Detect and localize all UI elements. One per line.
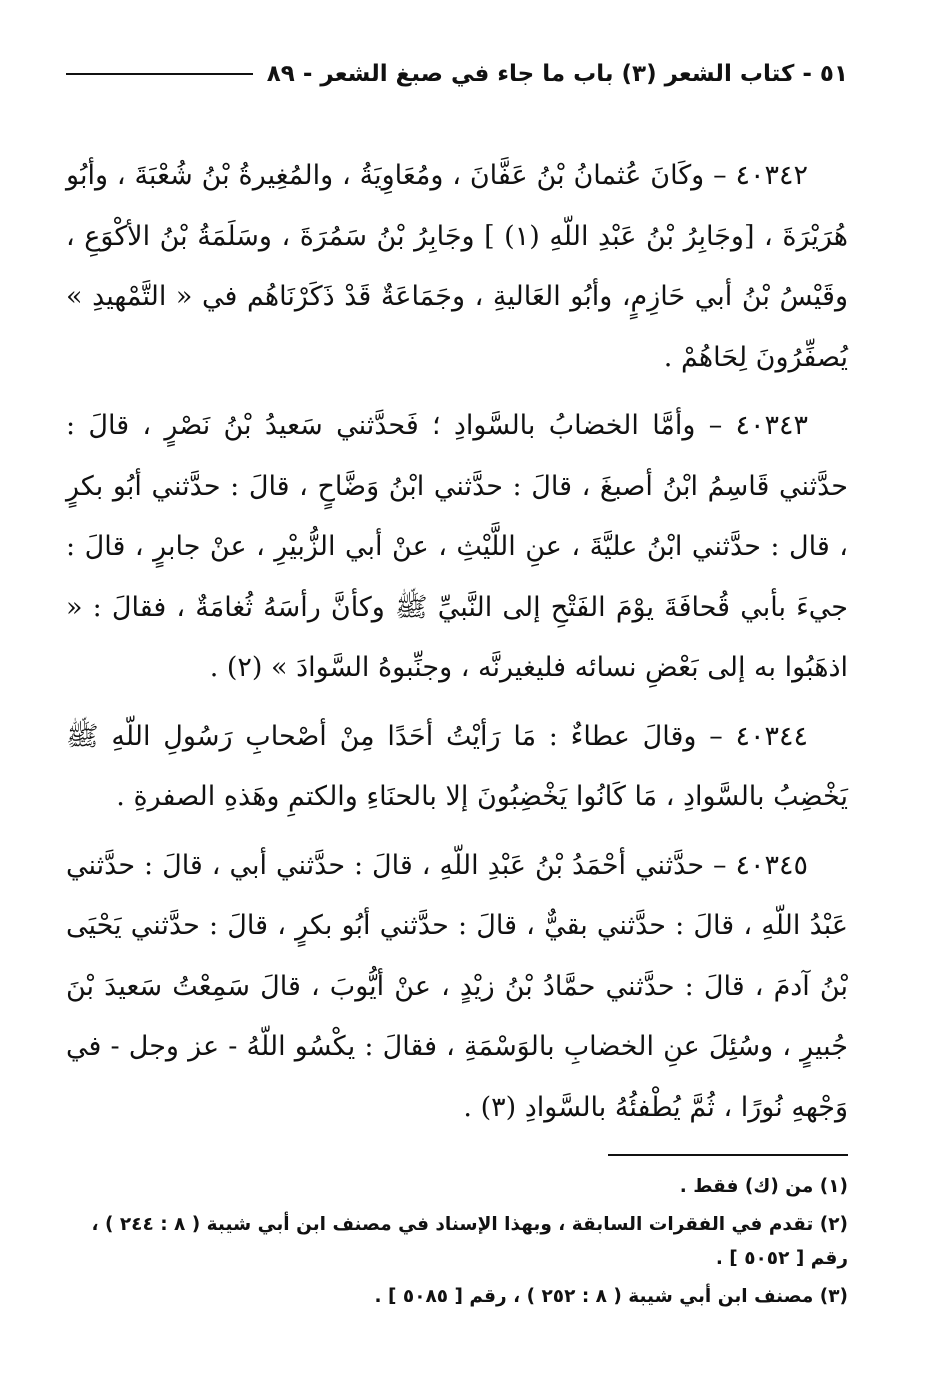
paragraph-40344: [66, 707, 848, 828]
paragraph-text: – وأمَّا الخضابُ بالسَّوادِ ؛ فَحدَّثني سَعيدُ بْنُ نَصْرٍ ، قالَ : حدَّثني قَاسِمُ ابْنُ أصبغَ ، قالَ : حدَّثني ابْنُ وَضَّاحٍ ، قالَ : حدَّثني أبُو بكرٍ ، قال : حدَّثني ابْنُ عليَّةَ ، عنِ اللَّيْثِ ، عنْ أبي الزُّبيْرِ ، عنْ جابرٍ ، قالَ : جيءَ بأبي قُحافَةَ يوْمَ الفَتْحِ إلى النَّبيِّ ﷺ وكأنَّ رأسَهُ ثُغامَةٌ ، فقالَ : « اذهَبُوا به إلى بَعْضِ نسائه فليغيرنَّه ، وجنِّبوهُ السَّوادَ » (٢) .: [66, 410, 848, 683]
running-title: ٥١ - كتاب الشعر (٣) باب ما جاء في صبغ الشعر - ٨٩: [266, 61, 848, 87]
running-header: [66, 50, 848, 98]
paragraph-text: – وكَانَ عُثمانُ بْنُ عَفَّانَ ، ومُعَاوِيَةُ ، والمُغِيرةُ بْنُ شُعْبَةَ ، وأبُو هُرَيْرَةَ ، [وجَابِرُ بْنُ عَبْدِ اللّهِ (١) ] وجَابِرُ بْنُ سَمُرَةَ ، وسَلَمَةُ بْنُ الأكْوَعِ ، وقَيْسُ بْنُ أبي حَازِمٍ، وأبُو العَاليةِ ، وجَمَاعَةٌ قَدْ ذَكَرْنَاهُم في « التَّمْهيدِ » يُصفِّرُونَ لِحَاهُمْ .: [66, 160, 849, 373]
header-rule: [66, 73, 253, 75]
paragraph-text: – حدَّثني أحْمَدُ بْنُ عَبْدِ اللّهِ ، قالَ : حدَّثني أبي ، قالَ : حدَّثني عَبْدُ اللّهِ ، قالَ : حدَّثني بقيٌّ ، قالَ : حدَّثني أبُو بكرٍ ، قالَ : حدَّثني يَحْيَى بْنُ آدمَ ، قالَ : حدَّثني حمَّادُ بْنُ زيْدٍ ، عنْ أيُّوبَ ، قالَ سَمِعْتُ سَعيدَ بْنَ جُبيرٍ ، وسُئِلَ عنِ الخضابِ بالوَسْمَةِ ، فقالَ : يكْسُو اللّهُ - عز وجل - في وَجْههِ نُورًا ، ثُمَّ يُطْفئُهُ بالسَّوادِ (٣) .: [66, 849, 848, 1123]
paragraph-text: – وقالَ عطاءٌ : مَا رَأيْتُ أحَدًا مِنْ أصْحابِ رَسُولِ اللّهِ ﷺ يَخْضِبُ بالسَّوادِ ، مَا كَانُوا يَخْضِبُونَ إلا بالحنَاءِ والكتمِ وهَذهِ الصفرةِ .: [66, 720, 848, 812]
footnote-rule: [608, 1154, 848, 1156]
paragraph-number: ٤٠٣٤٥: [735, 849, 808, 881]
footnote-2: (٢) تقدم في الفقرات السابقة ، وبهذا الإسناد في مصنف ابن أبي شيبة ( ٨ : ٢٤٤ ) ، رقم [ ٥٠٥٢ ] .: [91, 1214, 848, 1269]
book-page: [66, 50, 848, 1318]
footnote-3: (٣) مصنف ابن أبي شيبة ( ٨ : ٢٥٢ ) ، رقم [ ٥٠٨٥ ] .: [374, 1286, 848, 1307]
paragraph-40345: [66, 836, 848, 1139]
paragraph-40343: [66, 396, 848, 699]
footnotes: [66, 1170, 848, 1314]
footnote-1: (١) من (ك) فقط .: [679, 1176, 848, 1197]
main-text: [66, 146, 848, 1138]
paragraph-number: ٤٠٣٤٤: [735, 720, 808, 752]
paragraph-number: ٤٠٣٤٢: [735, 160, 808, 191]
paragraph-number: ٤٠٣٤٣: [735, 410, 808, 441]
paragraph-40342: [66, 146, 848, 388]
